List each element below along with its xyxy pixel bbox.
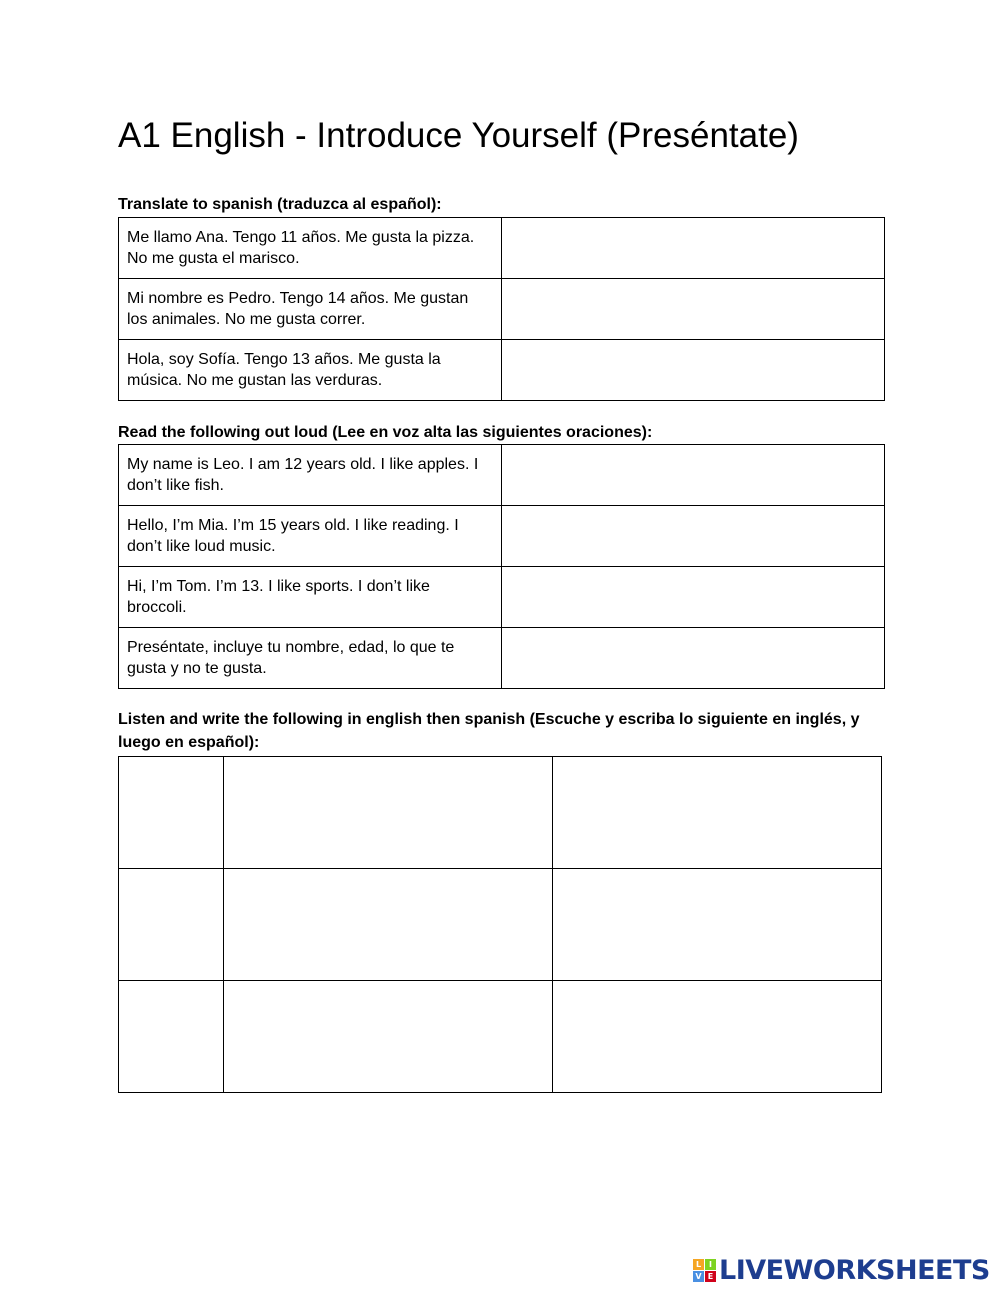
answer-cell[interactable]	[502, 567, 885, 628]
spanish-answer-cell[interactable]	[553, 869, 882, 981]
table-row	[119, 340, 885, 401]
english-answer-cell[interactable]	[224, 757, 553, 869]
logo-block: I	[705, 1259, 716, 1270]
answer-cell[interactable]	[502, 506, 885, 567]
translate-table	[118, 217, 885, 401]
prompt-cell: Hi, I’m Tom. I’m 13. I like sports. I don’t like broccoli.	[119, 567, 502, 628]
audio-cell[interactable]	[119, 981, 224, 1093]
english-answer-cell[interactable]	[224, 981, 553, 1093]
audio-cell[interactable]	[119, 757, 224, 869]
prompt-cell: Me llamo Ana. Tengo 11 años. Me gusta la pizza. No me gusta el marisco.	[119, 218, 502, 279]
answer-cell[interactable]	[502, 340, 885, 401]
answer-cell[interactable]	[502, 445, 885, 506]
table-row	[119, 506, 885, 567]
answer-cell[interactable]	[502, 279, 885, 340]
table-row	[119, 628, 885, 689]
liveworksheets-logo	[693, 1253, 990, 1287]
table-row	[119, 445, 885, 506]
table-row	[119, 567, 885, 628]
logo-blocks-icon	[693, 1259, 716, 1282]
spanish-answer-cell[interactable]	[553, 981, 882, 1093]
page-title: A1 English - Introduce Yourself (Preséntate)	[118, 116, 799, 155]
english-answer-cell[interactable]	[224, 869, 553, 981]
table-row	[119, 218, 885, 279]
table-row	[119, 757, 882, 869]
prompt-cell: Hola, soy Sofía. Tengo 13 años. Me gusta la música. No me gustan las verduras.	[119, 340, 502, 401]
logo-block: L	[693, 1259, 704, 1270]
prompt-cell: Preséntate, incluye tu nombre, edad, lo que te gusta y no te gusta.	[119, 628, 502, 689]
answer-cell[interactable]	[502, 218, 885, 279]
section1-heading: Translate to spanish (traduzca al español):	[118, 196, 442, 213]
table-row	[119, 869, 882, 981]
section3-heading: Listen and write the following in english then spanish (Escuche y escriba lo siguiente en inglés, y luego en español):	[118, 711, 860, 751]
table-row	[119, 279, 885, 340]
spanish-answer-cell[interactable]	[553, 757, 882, 869]
table-row	[119, 981, 882, 1093]
logo-text: LIVEWORKSHEETS	[719, 1254, 990, 1286]
audio-cell[interactable]	[119, 869, 224, 981]
logo-block: E	[705, 1271, 716, 1282]
listen-write-table	[118, 756, 882, 1093]
prompt-cell: Mi nombre es Pedro. Tengo 14 años. Me gustan los animales. No me gusta correr.	[119, 279, 502, 340]
read-aloud-table	[118, 444, 885, 689]
prompt-cell: My name is Leo. I am 12 years old. I like apples. I don’t like fish.	[119, 445, 502, 506]
section2-heading: Read the following out loud (Lee en voz alta las siguientes oraciones):	[118, 424, 653, 441]
answer-cell[interactable]	[502, 628, 885, 689]
logo-block: V	[693, 1271, 704, 1282]
prompt-cell: Hello, I’m Mia. I’m 15 years old. I like reading. I don’t like loud music.	[119, 506, 502, 567]
